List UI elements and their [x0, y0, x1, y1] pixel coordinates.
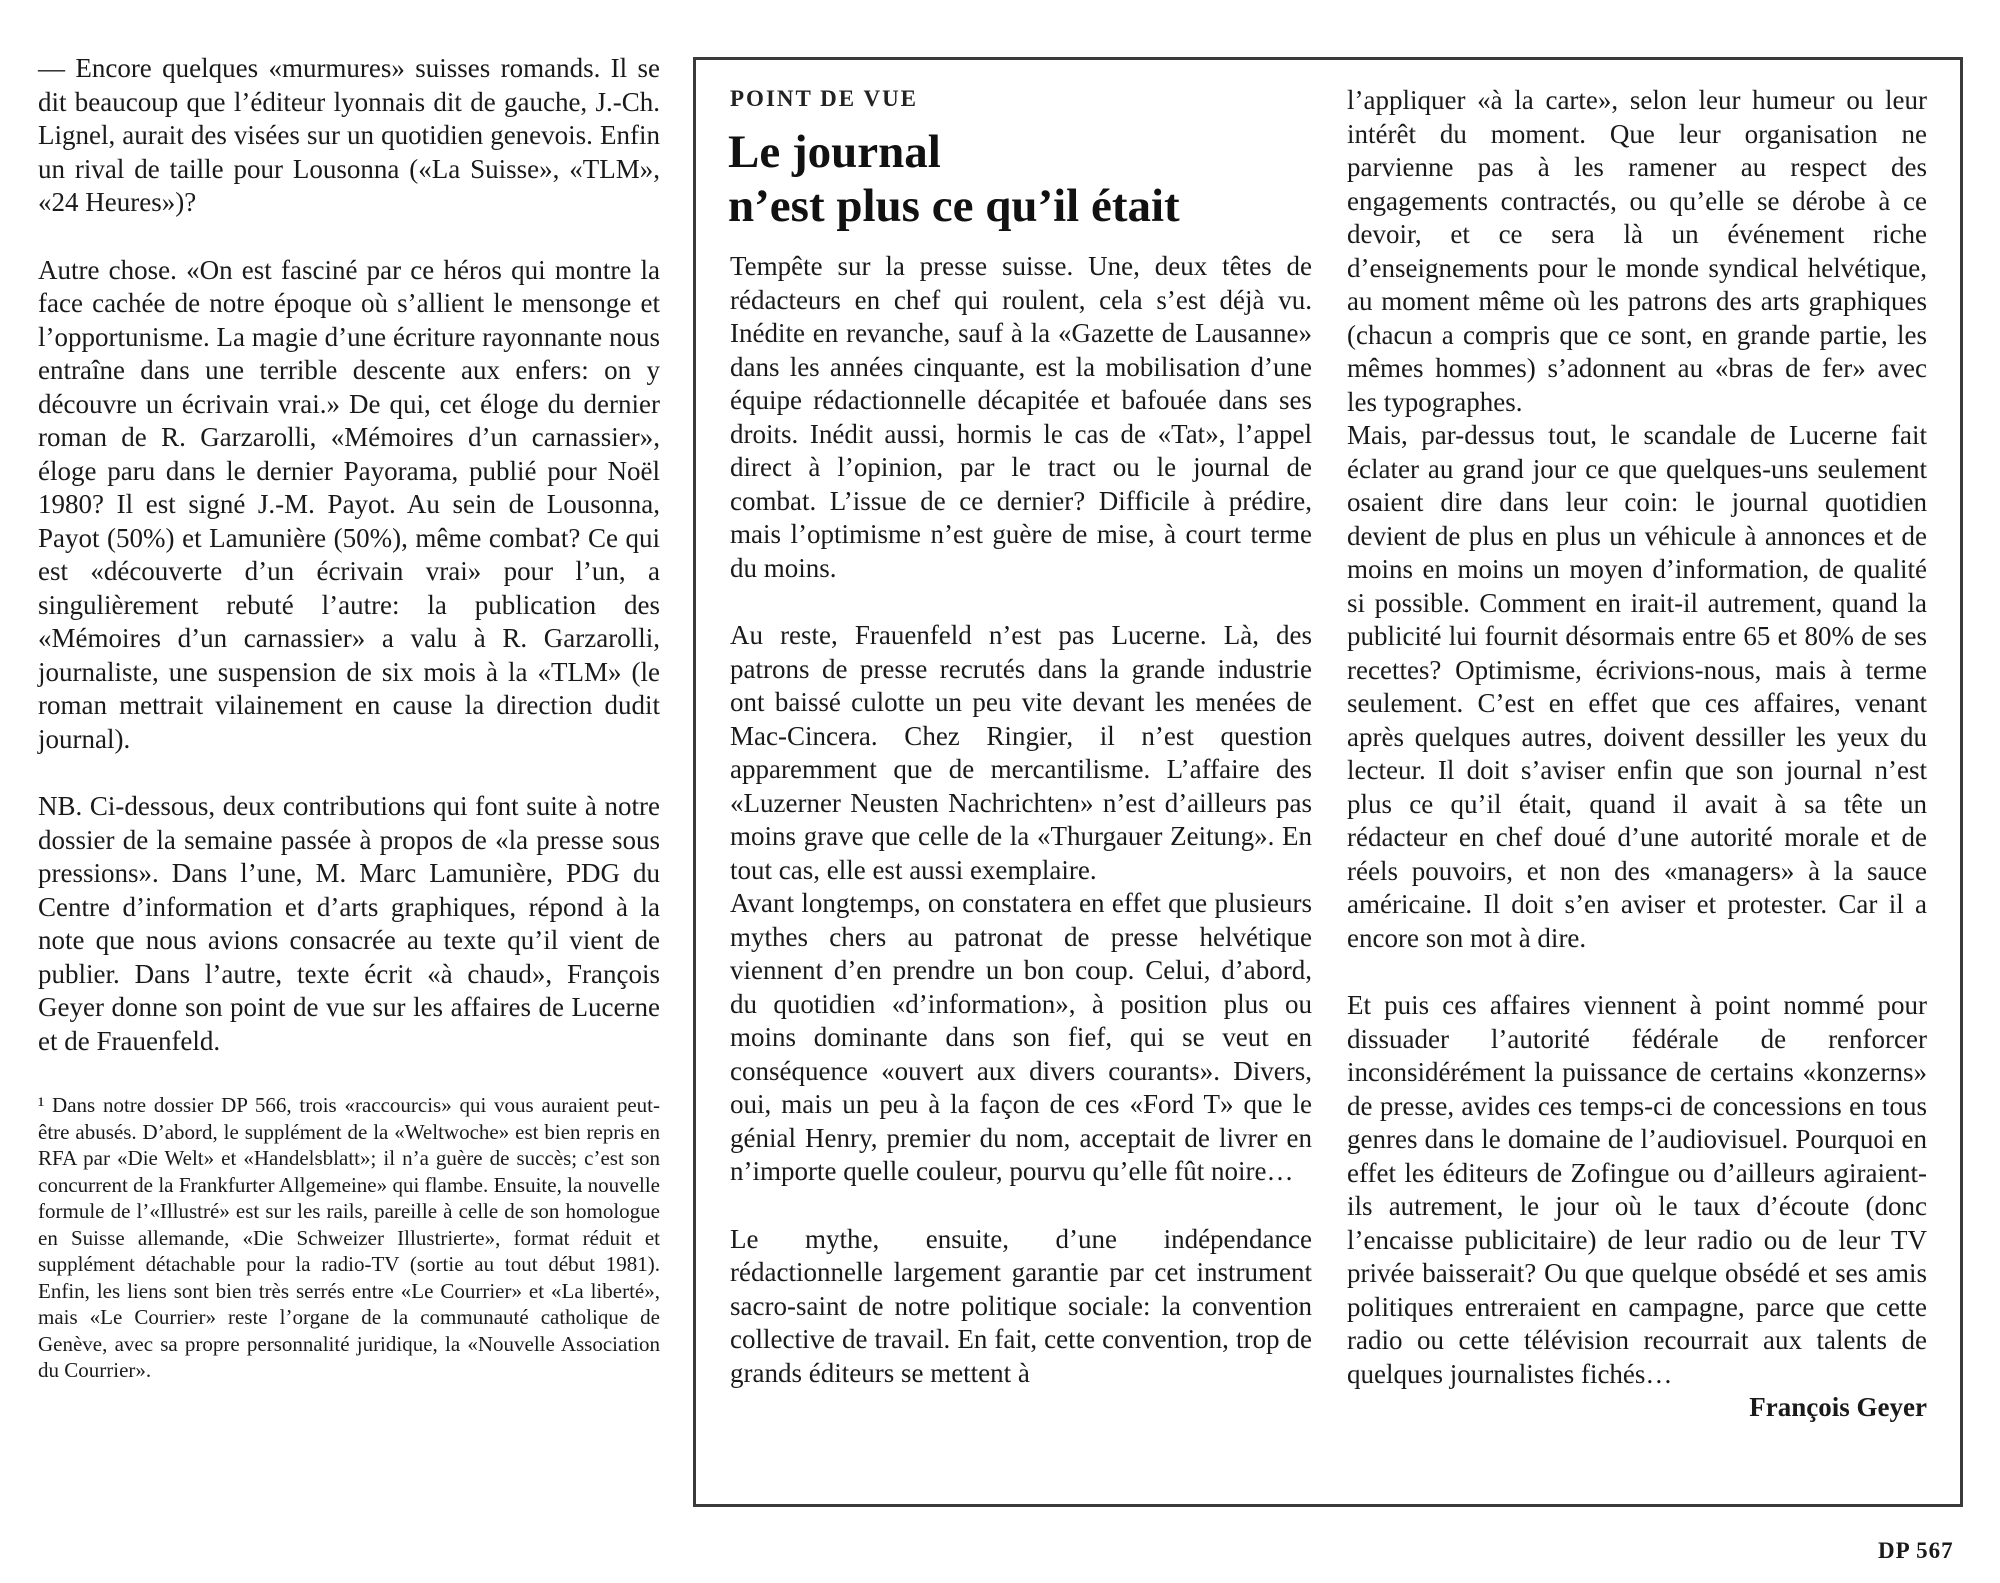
- article-paragraph-konzerns: Et puis ces affaires viennent à point nommé pour dissuader l’autorité fédérale de renforcer inconsidérément la puissance de certains «konzerns» de presse, avides ces temps-ci de concessions en tous genres dans le domaine de l’audiovisuel. Pourquoi en effet les éditeurs de Zofingue ou d’ailleurs agiraient-ils autrement, le jour où le taux d’écoute (donc l’encaisse publicitaire) de leur radio ou de leur TV privée baisserait? Ou que quelque obsédé et ses amis politiques entreraient en campagne, parce que cette radio ou cette télévision recourrait aux talents de quelques journalistes fichés…: [1347, 990, 1927, 1389]
- headline-line-2: n’est plus ce qu’il était: [728, 180, 1180, 232]
- left-footnote: ¹ Dans notre dossier DP 566, trois «raccourcis» qui vous auraient peut-être abusés. D’abord, le supplément de la «Weltwoche» est bien repris en RFA par «Die Welt» et «Handelsblatt»; il n’a guère de succès; c’est son concurrent de la Frankfurter Allgemeine» qui flambe. Ensuite, la nouvelle formule de l’«Illustré» est sur les rails, pareille à celle de son homologue en Suisse allemande, «Die Schweizer Illustrierte», format réduit et supplément détachable pour la radio-TV (sortie au tout début 1981). Enfin, les liens sont bien très serrés entre «Le Courrier» et «La liberté», mais «Le Courrier» reste l’organe de la communauté catholique de Genève, avec sa propre personnalité juridique, la «Nouvelle Association du Courrier».: [38, 1093, 660, 1382]
- left-paragraph-nb: NB. Ci-dessous, deux contributions qui font suite à notre dossier de la semaine passée à propos de «la presse sous pressions». Dans l’une, M. Marc Lamunière, PDG du Centre d’information et d’arts graphiques, répond à la note que nous avions consacrée au texte qu’il vient de publier. Dans l’autre, texte écrit «à chaud», François Geyer donne son point de vue sur les affaires de Lucerne et de Frauenfeld.: [38, 791, 660, 1056]
- article-right-column: [1347, 84, 1927, 1459]
- left-paragraph-murmures: — Encore quelques «murmures» suisses romands. Il se dit beaucoup que l’éditeur lyonnais dit de gauche, J.-Ch. Lignel, aurait des visées sur un quotidien genevois. Enfin un rival de taille pour Lousonna («La Suisse», «TLM», «24 Heures»)?: [38, 53, 660, 217]
- article-headline: [728, 125, 1328, 233]
- article-paragraph-mythes: Avant longtemps, on constatera en effet que plusieurs mythes chers au patronat de presse helvétique viennent d’en prendre un bon coup. Celui, d’abord, du quotidien «d’information», à position plus ou moins dominante dans son fief, qui se veut en conséquence «ouvert aux divers courants». Divers, oui, mais un peu à la façon de ces «Ford T» que le génial Henry, premier du nom, acceptait de livrer en n’importe quelle couleur, pourvu qu’elle fût noire…: [730, 888, 1312, 1186]
- left-column: [38, 52, 660, 1384]
- article-signature: François Geyer: [1749, 1392, 1927, 1422]
- article-paragraph-tempete: Tempête sur la presse suisse. Une, deux têtes de rédacteurs en chef qui roulent, cela s’est déjà vu. Inédite en revanche, sauf à la «Gazette de Lausanne» dans les années cinquante, est la mobilisation d’une équipe rédactionnelle décapitée et bafouée dans ses droits. Inédit aussi, hormis le cas de «Tat», l’appel direct à l’opinion, par le tract ou le journal de combat. L’issue de ce dernier? Difficile à prédire, mais l’optimisme n’est guère de mise, à court terme du moins.: [730, 251, 1312, 583]
- article-middle-column: [730, 250, 1312, 1390]
- article-paragraph-frauenfeld: Au reste, Frauenfeld n’est pas Lucerne. Là, des patrons de presse recrutés dans la grande industrie ont baissé culotte un peu vite devant les menées de Mac-Cincera. Chez Ringier, il n’est question apparemment que de mercantilisme. L’affaire des «Luzerner Neusten Nachrichten» n’est d’ailleurs pas moins grave que celle de la «Thurgauer Zeitung». En tout cas, elle est aussi exemplaire.: [730, 620, 1312, 885]
- left-paragraph-garzarolli: Autre chose. «On est fasciné par ce héros qui montre la face cachée de notre époque où s’allient le mensonge et l’opportunisme. La magie d’une écriture rayonnante nous entraîne dans une terrible descente aux enfers: on y découvre un écrivain vrai.» De qui, cet éloge du dernier roman de R. Garzarolli, «Mémoires d’un carnassier», éloge paru dans le dernier Payorama, publié pour Noël 1980? Il est signé J.-M. Payot. Au sein de Lousonna, Payot (50%) et Lamunière (50%), même combat? Ce qui est «découverte d’un écrivain vrai» pour l’un, a singulièrement rebuté l’autre: la publication des «Mémoires d’un carnassier» a valu à R. Garzarolli, journaliste, une suspension de six mois à la «TLM» (le roman mettrait vilainement en cause la direction dudit journal).: [38, 254, 660, 754]
- headline-line-1: Le journal: [728, 126, 941, 178]
- article-paragraph-carte: l’appliquer «à la carte», selon leur humeur ou leur intérêt du moment. Que leur organisation ne parvienne pas à les ramener au respect des engagements contractés, ou qu’elle se dérobe à ce devoir, et ce sera là un événement riche d’enseignements pour le monde syndical helvétique, au moment même où les patrons des arts graphiques (chacun a compris que ce sont, en grande partie, les mêmes hommes) s’adonnent au «bras de fer» avec les typographes.: [1347, 85, 1927, 417]
- article-kicker: POINT DE VUE: [730, 86, 919, 111]
- article-paragraph-convention: Le mythe, ensuite, d’une indépendance rédactionnelle largement garantie par cet instrument sacro-saint de notre politique sociale: la convention collective de travail. En fait, cette convention, trop de grands éditeurs se mettent à: [730, 1223, 1312, 1388]
- page-number: DP 567: [1878, 1538, 1954, 1563]
- article-paragraph-scandale: Mais, par-dessus tout, le scandale de Lucerne fait éclater au grand jour ce que quelques-uns seulement osaient dire dans leur coin: le journal quotidien devient de plus en plus un véhicule à annonces et de moins en moins un moyen d’information, de qualité si possible. Comment en irait-il autrement, quand la publicité lui fournit désormais entre 65 et 80% de ses recettes? Optimisme, écrivions-nous, mais à terme seulement. C’est en effet que ces affaires, venant après quelques autres, doivent dessiller les yeux du lecteur. Il doit s’aviser enfin que son journal n’est plus ce qu’il était, quand il avait à sa tête un rédacteur en chef doué d’une autorité morale et de réels pouvoirs, et non des «managers» à la sauce américaine. Il doit s’en aviser et protester. Car il a encore son mot à dire.: [1347, 420, 1927, 953]
